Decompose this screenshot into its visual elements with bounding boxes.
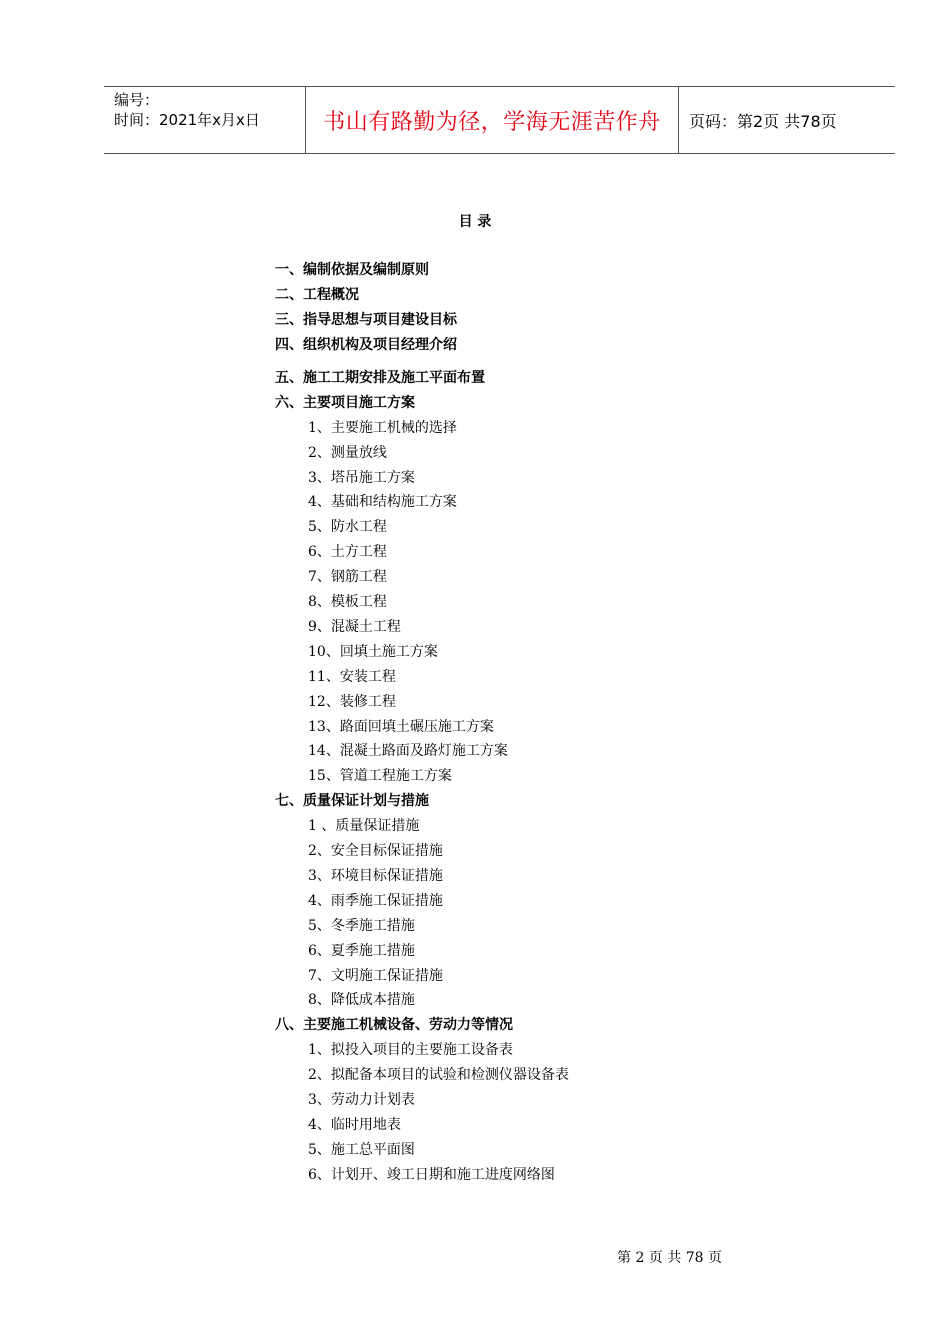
toc-section: 二、工程概况 [275,287,359,303]
toc-subsection: 6、夏季施工措施 [308,943,415,959]
document-number-label: 编号： [114,91,160,109]
toc-subsection: 2、拟配备本项目的试验和检测仪器设备表 [308,1067,569,1083]
toc-subsection: 15、管道工程施工方案 [308,768,452,784]
header-page-info: 页码：第2页 共78页 [689,111,837,131]
toc-subsection: 1 、质量保证措施 [308,818,420,834]
toc-subsection: 9、混凝土工程 [308,619,401,635]
toc-subsection: 7、钢筋工程 [308,569,387,585]
toc-subsection: 2、安全目标保证措施 [308,843,443,859]
toc-subsection: 8、降低成本措施 [308,992,415,1008]
toc-subsection: 3、塔吊施工方案 [308,470,415,486]
toc-subsection: 5、施工总平面图 [308,1142,415,1158]
toc-subsection: 3、环境目标保证措施 [308,868,443,884]
toc-subsection: 5、冬季施工措施 [308,918,415,934]
toc-subsection: 10、回填土施工方案 [308,644,438,660]
toc-subsection: 11、安装工程 [308,669,396,685]
toc-section: 三、指导思想与项目建设目标 [275,312,457,328]
toc-section: 四、组织机构及项目经理介绍 [275,337,457,353]
toc-subsection: 6、计划开、竣工日期和施工进度网络图 [308,1167,555,1183]
toc-subsection: 2、测量放线 [308,445,387,461]
toc-subsection: 7、文明施工保证措施 [308,968,443,984]
toc-section: 五、施工工期安排及施工平面布置 [275,370,485,386]
toc-subsection: 14、混凝土路面及路灯施工方案 [308,743,508,759]
toc-title: 目 录 [458,214,492,230]
toc-subsection: 4、临时用地表 [308,1117,401,1133]
toc-subsection: 12、装修工程 [308,694,396,710]
document-time-label: 时间：2021年x月x日 [114,111,260,129]
toc-subsection: 6、土方工程 [308,544,387,560]
toc-subsection: 1、拟投入项目的主要施工设备表 [308,1042,513,1058]
toc-subsection: 4、基础和结构施工方案 [308,494,457,510]
toc-section: 一、编制依据及编制原则 [275,262,429,278]
toc-subsection: 4、雨季施工保证措施 [308,893,443,909]
toc-section: 八、主要施工机械设备、劳动力等情况 [275,1017,513,1033]
toc-subsection: 8、模板工程 [308,594,387,610]
toc-subsection: 1、主要施工机械的选择 [308,420,457,436]
header-motto: 书山有路勤为径，学海无涯苦作舟 [323,109,661,135]
toc-subsection: 5、防水工程 [308,519,387,535]
toc-subsection: 13、路面回填土碾压施工方案 [308,719,494,735]
toc-section: 六、主要项目施工方案 [275,395,415,411]
toc-section: 七、质量保证计划与措施 [275,793,429,809]
toc-subsection: 3、劳动力计划表 [308,1092,415,1108]
page-footer: 第 2 页 共 78 页 [617,1250,722,1266]
